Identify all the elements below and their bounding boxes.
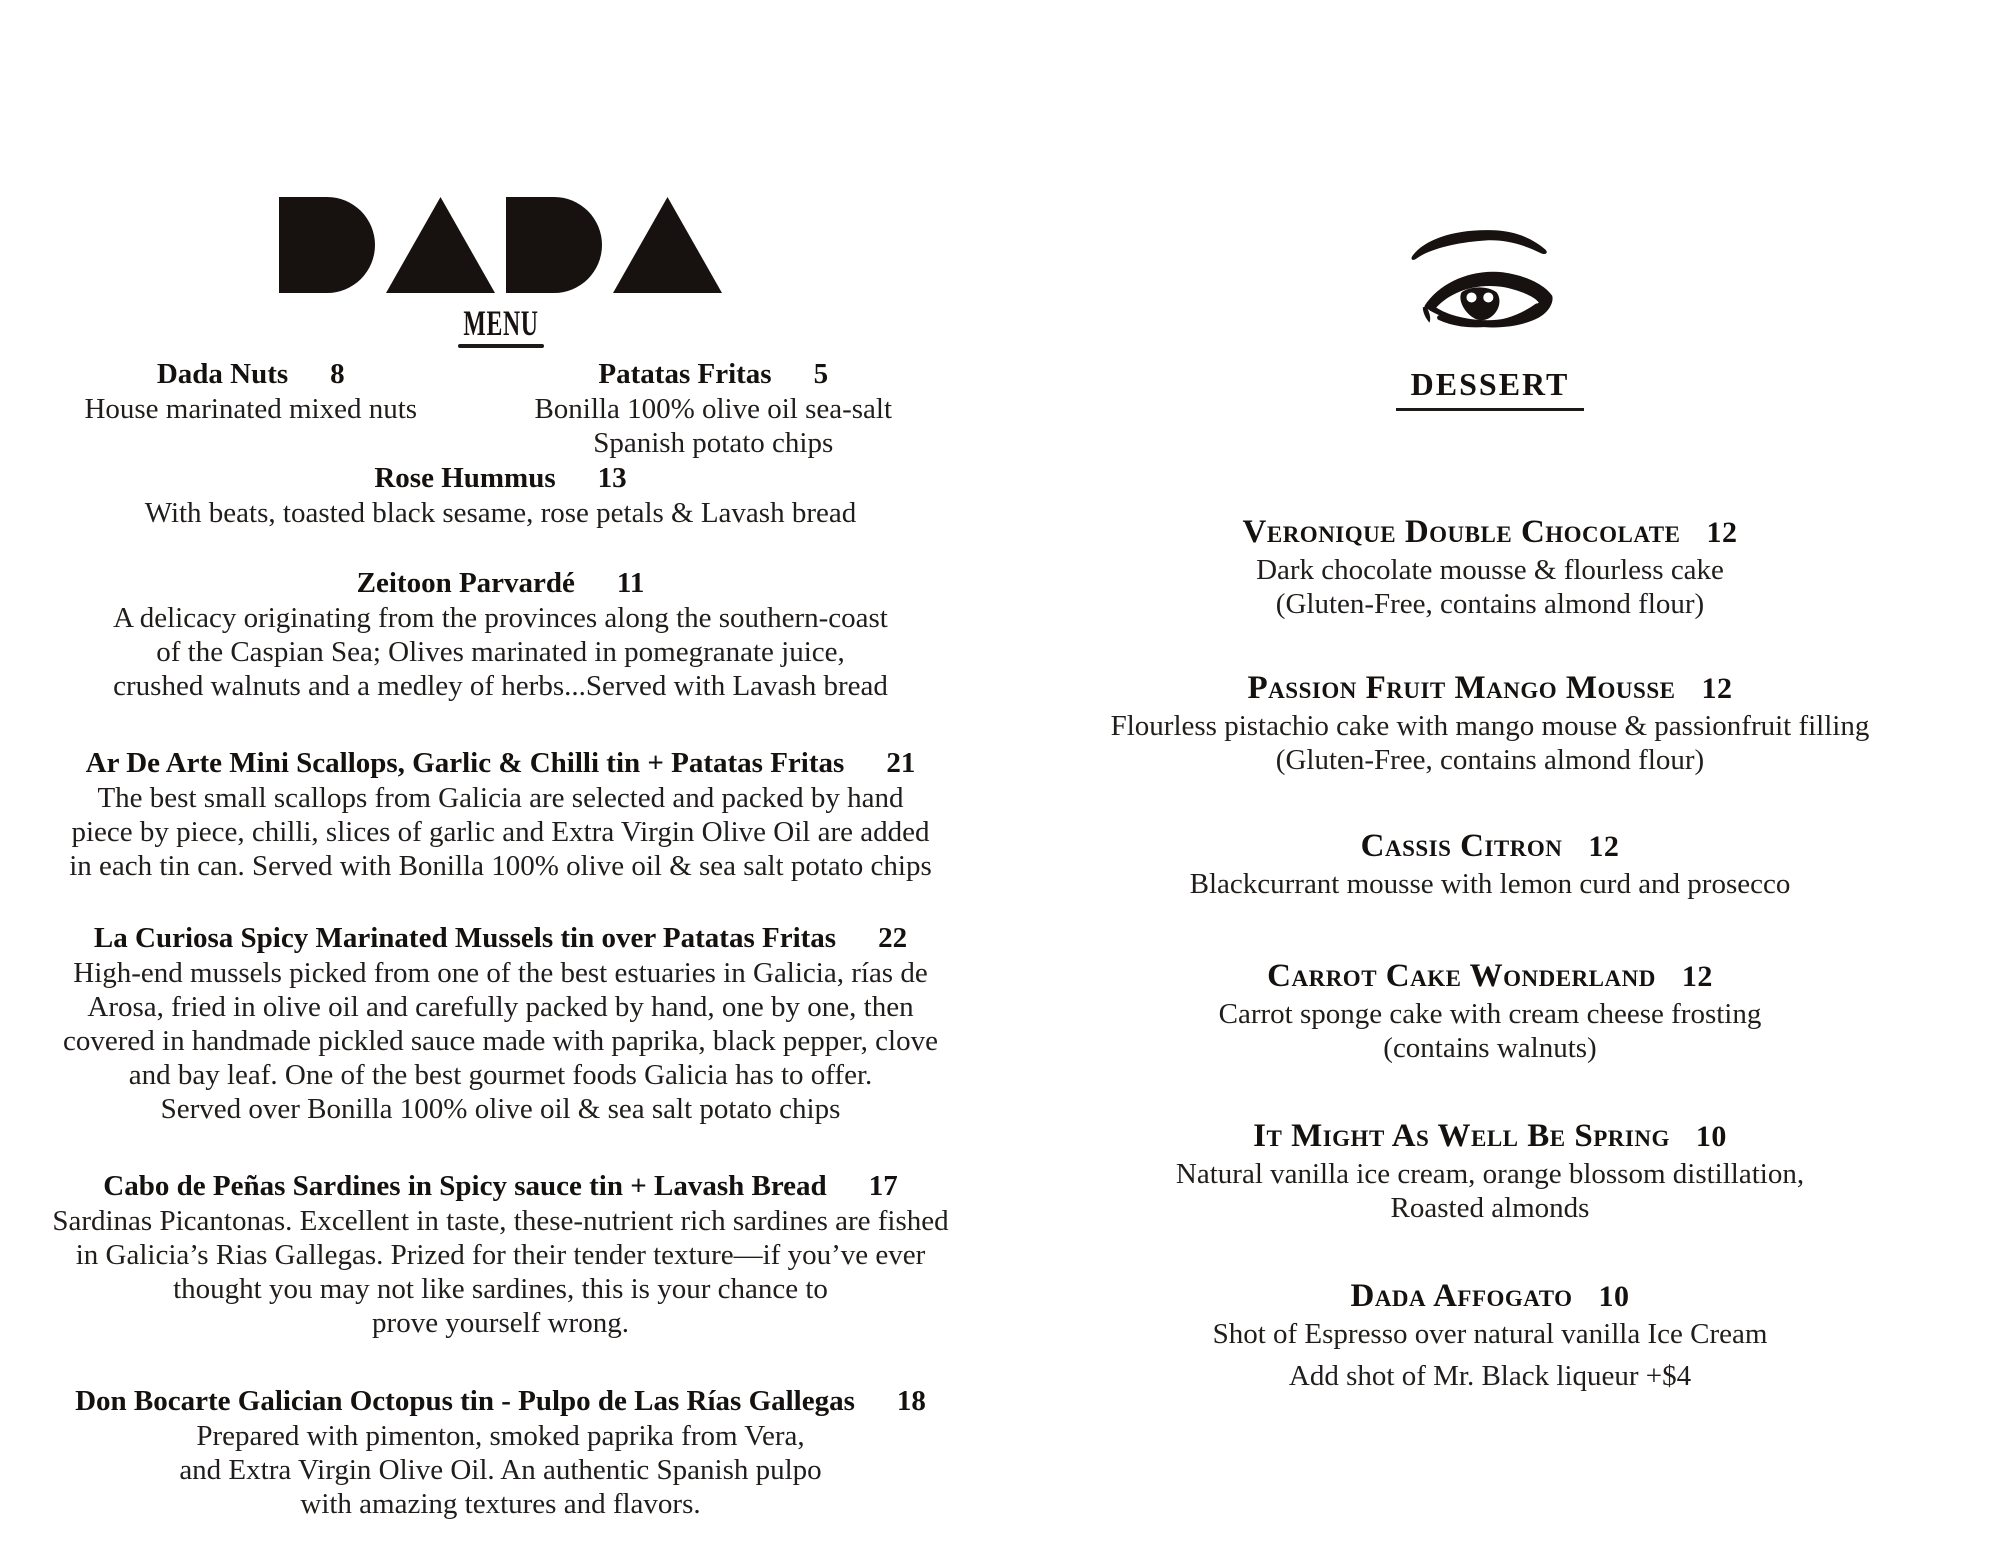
item-heading — [1075, 1276, 1905, 1317]
item-heading — [38, 565, 963, 601]
menu-item — [1075, 1276, 1905, 1393]
item-description-line: with amazing textures and flavors. — [300, 1488, 701, 1520]
item-description-line: Served over Bonilla 100% olive oil & sea salt potato chips — [160, 1093, 841, 1125]
item-price: 21 — [886, 747, 916, 779]
eye-illustration-wrap — [1075, 210, 1905, 353]
item-description-line: prove yourself wrong. — [372, 1307, 629, 1339]
item-price: 18 — [896, 1385, 926, 1417]
food-column — [38, 0, 963, 1556]
item-name: Ar De Arte Mini Scallops, Garlic & Chilli tin + Patatas Fritas — [85, 747, 845, 779]
menu-underline — [458, 344, 544, 348]
item-description-line: Blackcurrant mousse with lemon curd and prosecco — [1189, 868, 1791, 900]
item-description-line: A delicacy originating from the provinces along the southern-coast — [113, 602, 888, 634]
dada-logo — [38, 197, 963, 293]
item-description-line: Arosa, fried in olive oil and carefully packed by hand, one by one, then — [87, 991, 914, 1023]
item-addon: Add shot of Mr. Black liqueur +$4 — [1288, 1360, 1692, 1392]
item-description-line: Dark chocolate mousse & flourless cake — [1256, 554, 1724, 586]
item-description-line: The best small scallops from Galicia are selected and packed by hand — [97, 782, 904, 814]
item-name: It Might As Well Be Spring — [1253, 1118, 1670, 1154]
menu-item — [1075, 956, 1905, 1065]
item-heading — [1075, 668, 1905, 709]
item-name: La Curiosa Spicy Marinated Mussels tin over Patatas Fritas — [93, 922, 837, 954]
item-description-line: thought you may not like sardines, this is your chance to — [173, 1273, 828, 1305]
item-description-line: Roasted almonds — [1390, 1192, 1590, 1224]
menu-item — [38, 920, 963, 1126]
menu-item — [38, 356, 464, 460]
item-name: Carrot Cake Wonderland — [1267, 958, 1656, 994]
item-price: 22 — [878, 922, 908, 954]
item-heading — [38, 356, 464, 392]
menu-item — [38, 460, 963, 530]
menu-item — [38, 1168, 963, 1340]
logo-letter-a — [386, 197, 495, 293]
menu-item — [1075, 1116, 1905, 1225]
item-price: 5 — [813, 358, 829, 390]
item-heading — [38, 745, 963, 781]
item-heading — [38, 920, 963, 956]
item-description-line: With beats, toasted black sesame, rose petals & Lavash bread — [144, 497, 857, 529]
item-description-line: (contains walnuts) — [1383, 1032, 1597, 1064]
item-heading — [1075, 1116, 1905, 1157]
item-name: Dada Affogato — [1350, 1278, 1573, 1314]
item-price: 12 — [1706, 516, 1738, 549]
dessert-column — [1075, 0, 1905, 1556]
dessert-section-header — [1075, 367, 1905, 411]
logo-letter-a — [613, 197, 722, 293]
menu-item — [38, 1383, 963, 1521]
dessert-title: DESSERT — [1410, 366, 1570, 402]
logo-letter-d — [279, 197, 375, 293]
item-price: 11 — [616, 567, 645, 599]
item-description-line: Shot of Espresso over natural vanilla Ice Cream — [1212, 1318, 1768, 1350]
item-name: Passion Fruit Mango Mousse — [1247, 670, 1676, 706]
item-description-line: Bonilla 100% olive oil sea-salt — [534, 393, 893, 425]
menu-item — [38, 745, 963, 883]
item-description-line: Flourless pistachio cake with mango mouse & passionfruit filling — [1110, 710, 1870, 742]
menu-item — [464, 356, 964, 460]
item-description-line: in each tin can. Served with Bonilla 100% olive oil & sea salt potato chips — [69, 850, 932, 882]
menu-item — [38, 565, 963, 703]
item-heading — [38, 1383, 963, 1419]
menu-title: MENU — [462, 303, 539, 343]
item-name: Don Bocarte Galician Octopus tin - Pulpo de Las Rías Gallegas — [75, 1385, 855, 1417]
item-description-line: and Extra Virgin Olive Oil. An authentic Spanish pulpo — [179, 1454, 822, 1486]
item-name: Zeitoon Parvardé — [356, 567, 575, 599]
item-name: Dada Nuts — [156, 358, 289, 390]
item-description-line: Spanish potato chips — [593, 427, 834, 459]
item-description-line: House marinated mixed nuts — [84, 393, 418, 425]
item-description-line: Prepared with pimenton, smoked paprika from Vera, — [196, 1420, 805, 1452]
item-heading — [1075, 956, 1905, 997]
item-name: Cabo de Peñas Sardines in Spicy sauce tin + Lavash Bread — [103, 1170, 827, 1202]
item-price: 8 — [330, 358, 345, 390]
item-description-line: in Galicia’s Rias Gallegas. Prized for their tender texture—if you’ve ever — [75, 1239, 926, 1271]
item-heading — [464, 356, 964, 392]
item-description-line: Sardinas Picantonas. Excellent in taste, these-nutrient rich sardines are fished — [52, 1205, 949, 1237]
logo-letter-d — [506, 197, 602, 293]
item-description-line: of the Caspian Sea; Olives marinated in pomegranate juice, — [156, 636, 845, 668]
item-description-line: (Gluten-Free, contains almond flour) — [1275, 744, 1705, 776]
item-heading — [1075, 826, 1905, 867]
menu-item — [1075, 512, 1905, 621]
item-name: Rose Hummus — [374, 462, 556, 494]
item-description-line: covered in handmade pickled sauce made with paprika, black pepper, clove — [63, 1025, 938, 1057]
dessert-underline — [1396, 408, 1584, 411]
item-price: 12 — [1681, 960, 1713, 993]
item-description-line: Natural vanilla ice cream, orange blossom distillation, — [1175, 1158, 1805, 1190]
item-name: Patatas Fritas — [598, 358, 772, 390]
item-name: Veronique Double Chocolate — [1242, 514, 1681, 550]
menu-top-row — [38, 356, 963, 460]
item-price: 10 — [1598, 1280, 1630, 1313]
item-description-line: and bay leaf. One of the best gourmet foods Galicia has to offer. — [128, 1059, 873, 1091]
item-description-line: High-end mussels picked from one of the best estuaries in Galicia, rías de — [73, 957, 928, 989]
item-price: 10 — [1695, 1120, 1727, 1153]
item-heading — [38, 460, 963, 496]
item-description-line: (Gluten-Free, contains almond flour) — [1275, 588, 1705, 620]
menu-item — [1075, 826, 1905, 901]
item-price: 12 — [1701, 672, 1733, 705]
item-heading — [38, 1168, 963, 1204]
menu-item — [1075, 668, 1905, 777]
item-description-line: crushed walnuts and a medley of herbs...Served with Lavash bread — [113, 670, 888, 702]
menu-section-header — [38, 305, 963, 348]
item-description-line: Carrot sponge cake with cream cheese frosting — [1218, 998, 1762, 1030]
item-price: 12 — [1588, 830, 1620, 863]
item-price: 17 — [868, 1170, 898, 1202]
item-description-line: piece by piece, chilli, slices of garlic and Extra Virgin Olive Oil are added — [71, 816, 930, 848]
item-price: 13 — [597, 462, 627, 494]
item-name: Cassis Citron — [1360, 828, 1563, 864]
item-heading — [1075, 512, 1905, 553]
eye-icon — [1406, 210, 1574, 348]
